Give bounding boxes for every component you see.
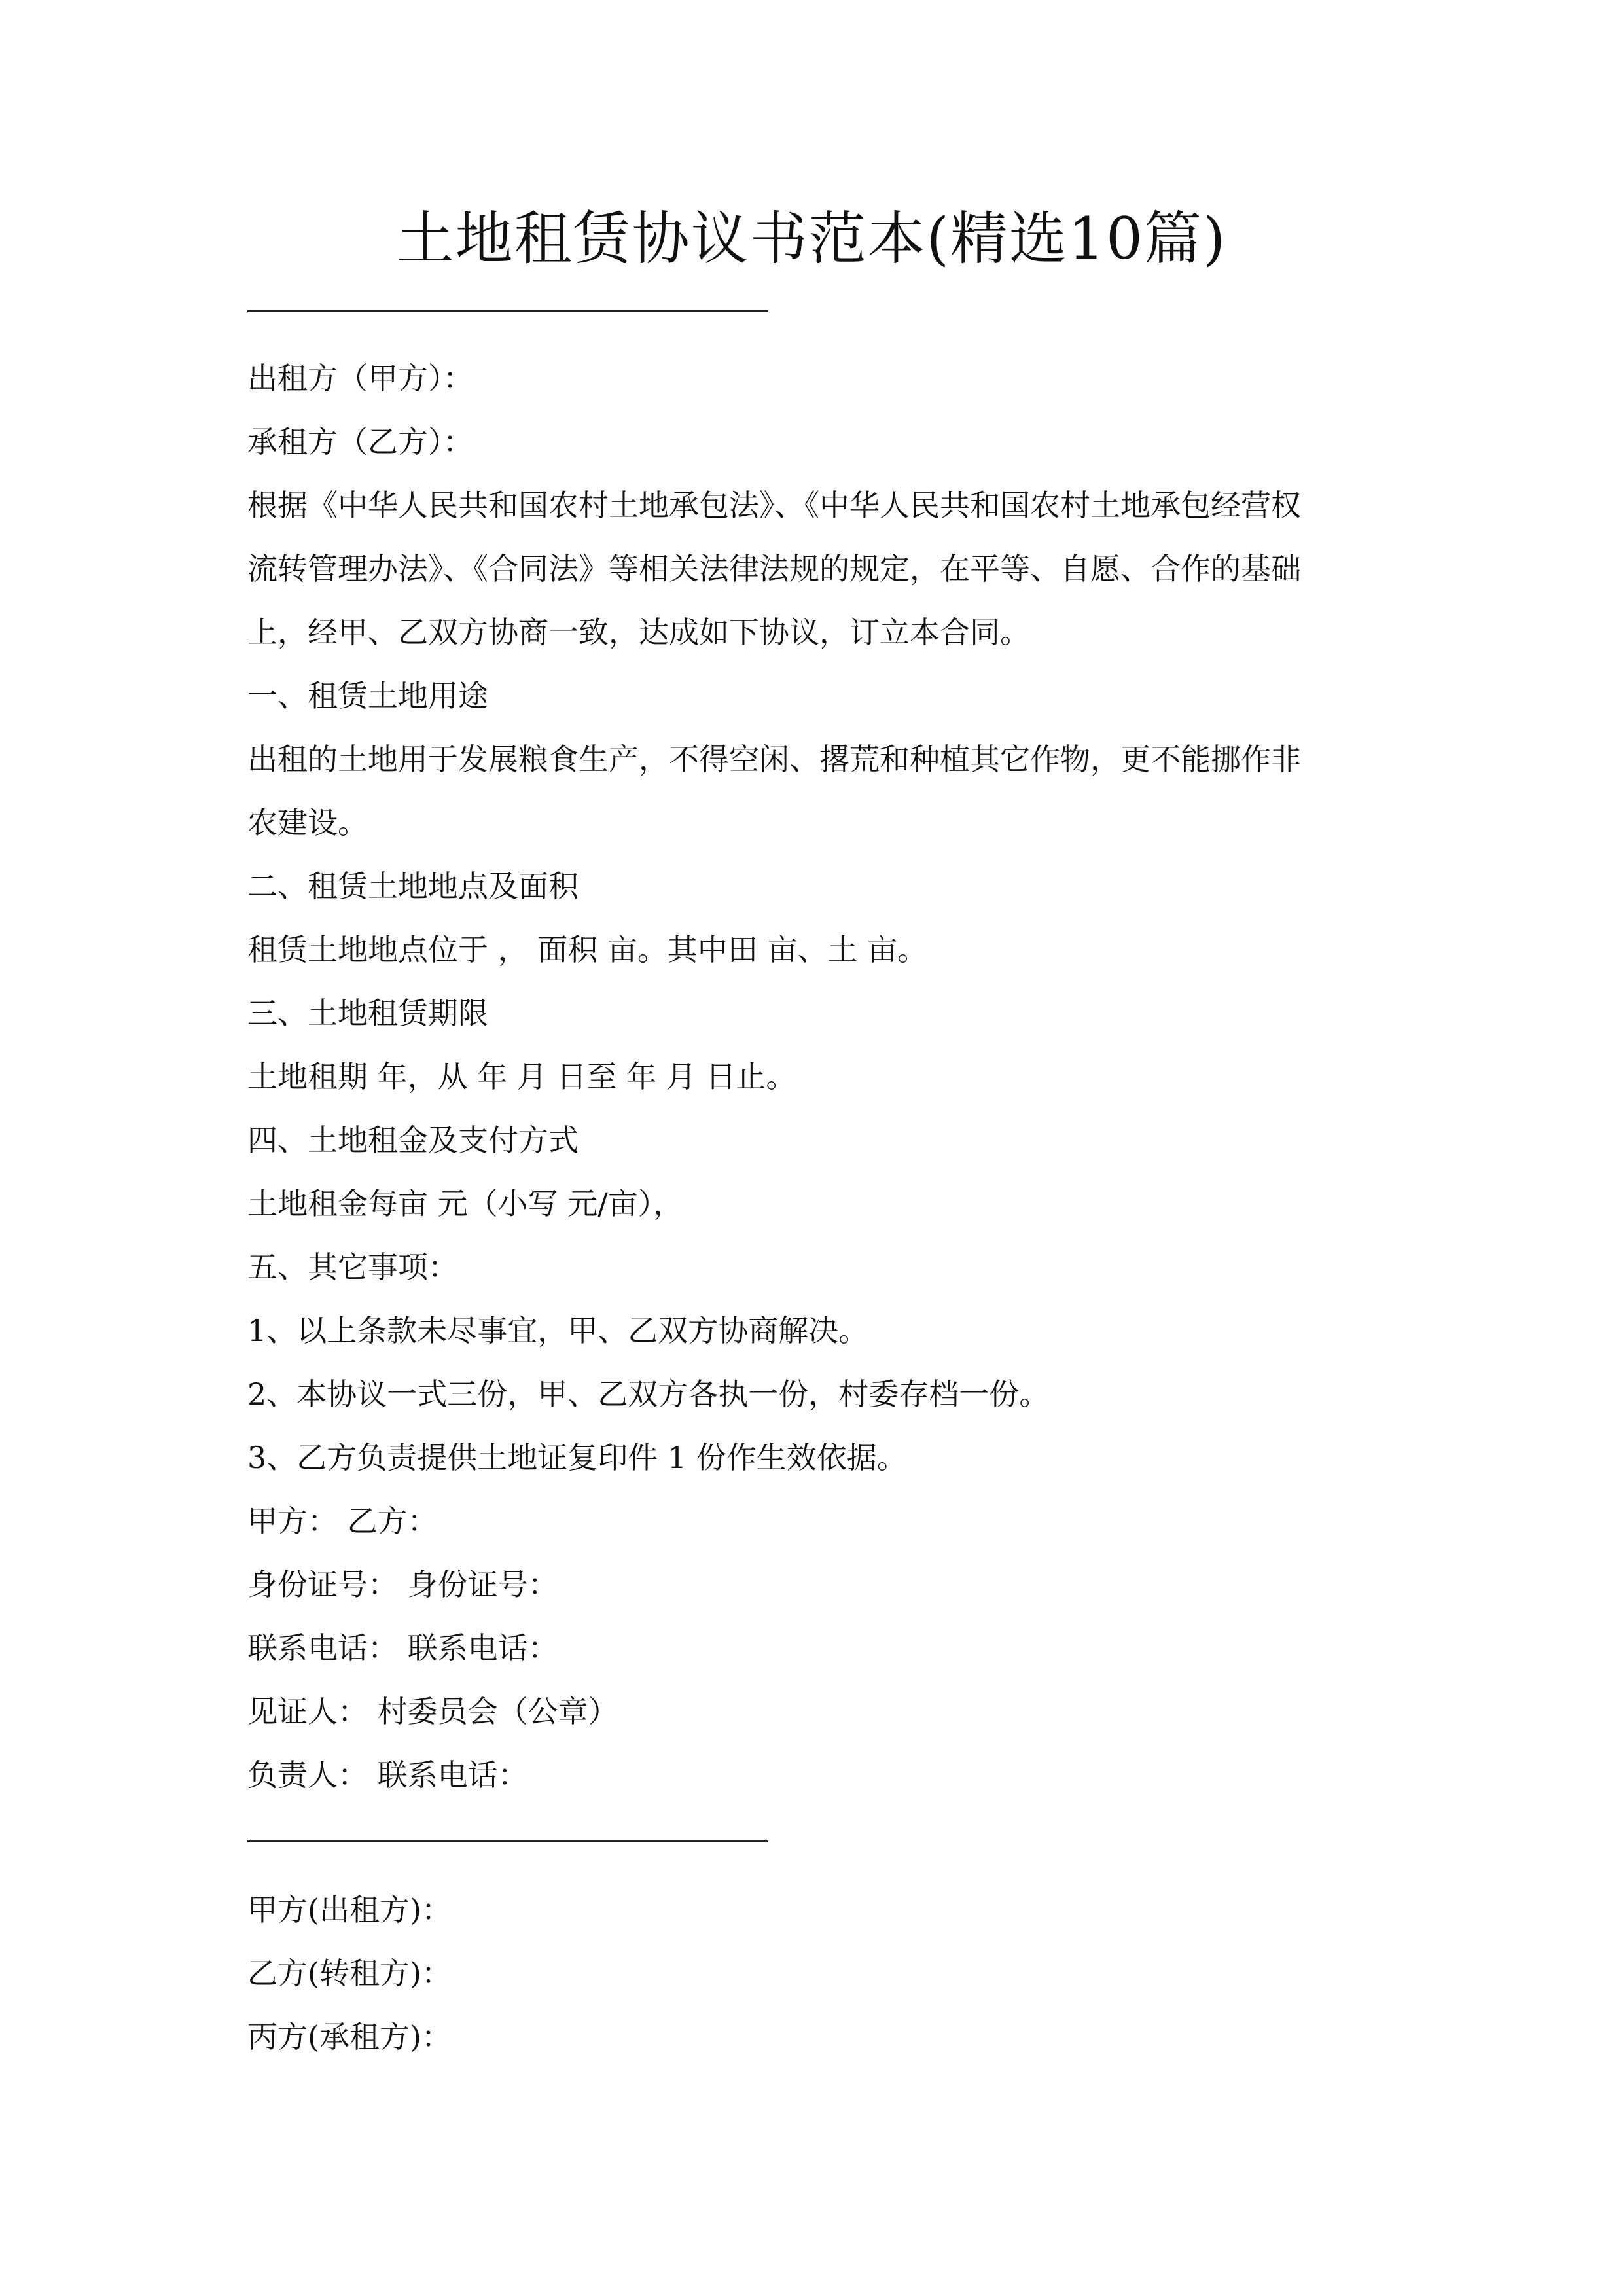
paragraph-line: 土地租期 年，从 年 月 日至 年 月 日止。 [247, 1059, 796, 1094]
title-divider [247, 310, 768, 312]
section-heading: 三、土地租赁期限 [247, 996, 488, 1031]
signature-line: 见证人： 村委员会（公章） [247, 1694, 618, 1729]
paragraph-line: 土地租金每亩 元（小写 元/亩）， [247, 1186, 683, 1221]
party-line: 乙方(转租方)： [247, 1956, 452, 1991]
list-item: 1、以上条款未尽事宜，甲、乙双方协商解决。 [247, 1313, 869, 1348]
paragraph-line: 根据《中华人民共和国农村土地承包法》、《中华人民共和国农村土地承包经营权 [247, 488, 1301, 523]
list-item: 3、乙方负责提供土地证复印件 1 份作生效依据。 [247, 1440, 907, 1475]
paragraph-line: 流转管理办法》、《合同法》等相关法律法规的规定，在平等、自愿、合作的基础 [247, 551, 1301, 586]
signature-line: 联系电话： 联系电话： [247, 1630, 558, 1666]
paragraph-line: 出租方（甲方）： [247, 361, 473, 396]
agreement-one [247, 347, 1380, 1807]
section-heading: 一、租赁土地用途 [247, 678, 488, 713]
section-heading: 四、土地租金及支付方式 [247, 1122, 579, 1158]
party-line: 甲方(出租方)： [247, 1892, 452, 1928]
signature-line: 身份证号： 身份证号： [247, 1567, 558, 1602]
party-line: 丙方(承租方)： [247, 2019, 452, 2054]
section-heading: 五、其它事项： [247, 1249, 458, 1285]
paragraph-line: 租赁土地地点位于 ， 面积 亩。其中田 亩、土 亩。 [247, 932, 928, 967]
section-divider [247, 1840, 768, 1842]
paragraph-line: 出租的土地用于发展粮食生产，不得空闲、撂荒和种植其它作物，更不能挪作非 [247, 742, 1301, 777]
paragraph-line: 承租方（乙方）： [247, 424, 473, 459]
paragraph-line: 农建设。 [247, 805, 368, 840]
document-title: 土地租赁协议书范本(精选10篇) [396, 205, 1227, 272]
signature-line: 甲方： 乙方： [247, 1503, 438, 1539]
signature-line: 负责人： 联系电话： [247, 1757, 528, 1793]
agreement-two [247, 1878, 1380, 2069]
paragraph-line: 上，经甲、乙双方协商一致，达成如下协议，订立本合同。 [247, 615, 1030, 650]
section-heading: 二、租赁土地地点及面积 [247, 869, 579, 904]
list-item: 2、本协议一式三份，甲、乙双方各执一份，村委存档一份。 [247, 1376, 1050, 1412]
